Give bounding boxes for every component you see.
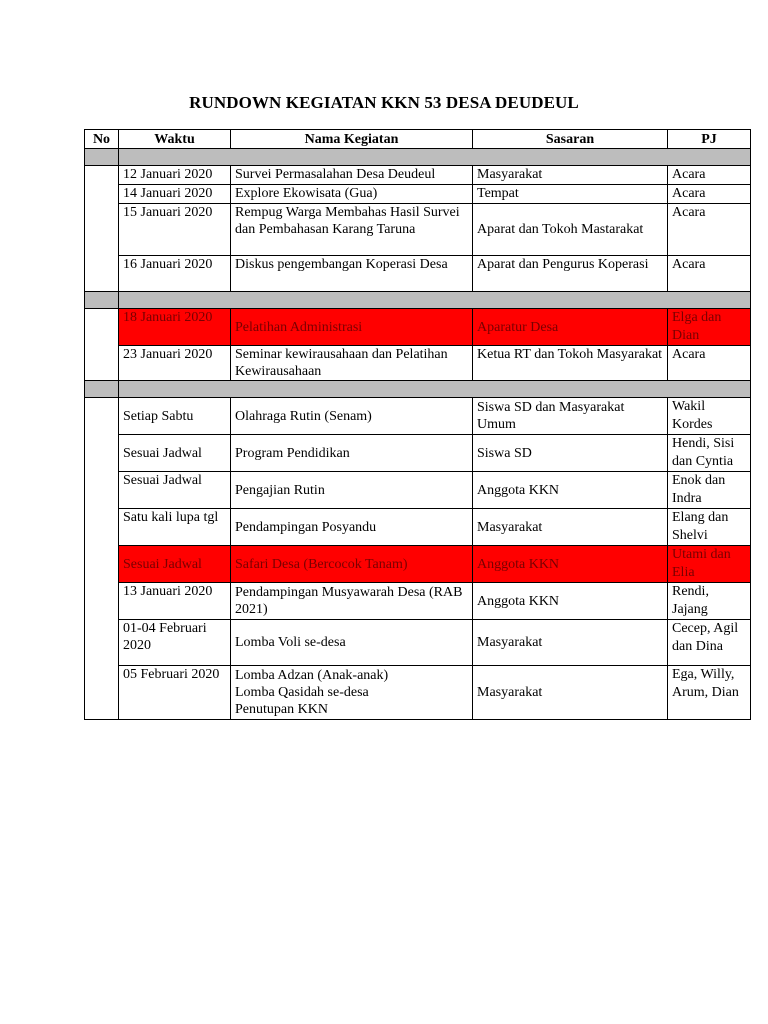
kegiatan-cell: Seminar kewirausahaan dan Pelatihan Kewirausahaan [231, 346, 473, 381]
document-title: RUNDOWN KEGIATAN KKN 53 DESA DEUDEUL [189, 93, 579, 112]
pj-cell: Acara [668, 346, 751, 381]
waktu-cell: Setiap Sabtu [119, 398, 231, 435]
pj-cell: Ega, Willy, Arum, Dian [668, 666, 751, 720]
section-label [119, 381, 751, 398]
sasaran-cell: Masyarakat [473, 509, 668, 546]
section-row [85, 149, 751, 166]
kegiatan-cell: Pelatihan Administrasi [231, 309, 473, 346]
kegiatan-cell: Olahraga Rutin (Senam) [231, 398, 473, 435]
pj-cell: Cecep, Agil dan Dina [668, 620, 751, 666]
sasaran-cell: Anggota KKN [473, 546, 668, 583]
kegiatan-cell: Program Pendidikan [231, 435, 473, 472]
table-row [85, 204, 751, 256]
kegiatan-cell: Survei Permasalahan Desa Deudeul [231, 166, 473, 185]
table-row [85, 435, 751, 472]
waktu-cell: 23 Januari 2020 [119, 346, 231, 381]
pj-cell: Acara [668, 204, 751, 256]
sasaran-cell: Masyarakat [473, 166, 668, 185]
sasaran-cell: Anggota KKN [473, 472, 668, 509]
table-row [85, 546, 751, 583]
kegiatan-cell: Rempug Warga Membahas Hasil Survei dan Pembahasan Karang Taruna [231, 204, 473, 256]
sasaran-cell: Masyarakat [473, 620, 668, 666]
pj-cell: Elang dan Shelvi [668, 509, 751, 546]
row-number [85, 166, 119, 292]
section-label [119, 149, 751, 166]
waktu-cell: 18 Januari 2020 [119, 309, 231, 346]
header-sasaran: Sasaran [473, 130, 668, 149]
table-row [85, 185, 751, 204]
table-row [85, 472, 751, 509]
waktu-cell: Sesuai Jadwal [119, 472, 231, 509]
table-row [85, 166, 751, 185]
table-row [85, 509, 751, 546]
pj-cell: Rendi, Jajang [668, 583, 751, 620]
waktu-cell: Satu kali lupa tgl [119, 509, 231, 546]
sasaran-cell: Anggota KKN [473, 583, 668, 620]
row-number [85, 398, 119, 720]
kegiatan-cell: Pendampingan Posyandu [231, 509, 473, 546]
kegiatan-cell: Diskus pengembangan Koperasi Desa [231, 256, 473, 292]
header-waktu: Waktu [119, 130, 231, 149]
kegiatan-cell: Explore Ekowisata (Gua) [231, 185, 473, 204]
sasaran-cell: Aparat dan Pengurus Koperasi [473, 256, 668, 292]
sasaran-cell: Siswa SD dan Masyarakat Umum [473, 398, 668, 435]
kegiatan-cell: Safari Desa (Bercocok Tanam) [231, 546, 473, 583]
waktu-cell: 13 Januari 2020 [119, 583, 231, 620]
kegiatan-cell: Pendampingan Musyawarah Desa (RAB 2021) [231, 583, 473, 620]
sasaran-cell: Masyarakat [473, 666, 668, 720]
sasaran-cell: Tempat [473, 185, 668, 204]
pj-cell: Enok dan Indra [668, 472, 751, 509]
pj-cell: Acara [668, 185, 751, 204]
kegiatan-cell: Lomba Adzan (Anak-anak) Lomba Qasidah se-desa Penutupan KKN [231, 666, 473, 720]
pj-cell: Hendi, Sisi dan Cyntia [668, 435, 751, 472]
waktu-cell: 15 Januari 2020 [119, 204, 231, 256]
waktu-cell: 01-04 Februari 2020 [119, 620, 231, 666]
kegiatan-cell: Lomba Voli se-desa [231, 620, 473, 666]
waktu-cell: 14 Januari 2020 [119, 185, 231, 204]
rundown-table [84, 129, 751, 720]
header-no: No [85, 130, 119, 149]
header-pj: PJ [668, 130, 751, 149]
pj-cell: Wakil Kordes [668, 398, 751, 435]
kegiatan-cell: Pengajian Rutin [231, 472, 473, 509]
sasaran-cell: Aparat dan Tokoh Mastarakat [473, 204, 668, 256]
pj-cell: Acara [668, 166, 751, 185]
section-no-cell [85, 292, 119, 309]
sasaran-cell: Ketua RT dan Tokoh Masyarakat [473, 346, 668, 381]
section-no-cell [85, 149, 119, 166]
section-no-cell [85, 381, 119, 398]
pj-cell: Elga dan Dian [668, 309, 751, 346]
table-row [85, 666, 751, 720]
sasaran-cell: Siswa SD [473, 435, 668, 472]
row-number [85, 309, 119, 381]
waktu-cell: 16 Januari 2020 [119, 256, 231, 292]
table-row [85, 398, 751, 435]
waktu-cell: 05 Februari 2020 [119, 666, 231, 720]
waktu-cell: Sesuai Jadwal [119, 546, 231, 583]
sasaran-cell: Aparatur Desa [473, 309, 668, 346]
header-nama-kegiatan: Nama Kegiatan [231, 130, 473, 149]
pj-cell: Acara [668, 256, 751, 292]
table-row [85, 309, 751, 346]
table-row [85, 620, 751, 666]
table-row [85, 346, 751, 381]
section-row [85, 292, 751, 309]
table-row [85, 583, 751, 620]
waktu-cell: Sesuai Jadwal [119, 435, 231, 472]
section-row [85, 381, 751, 398]
waktu-cell: 12 Januari 2020 [119, 166, 231, 185]
pj-cell: Utami dan Elia [668, 546, 751, 583]
header-row [85, 130, 751, 149]
table-row [85, 256, 751, 292]
section-label [119, 292, 751, 309]
